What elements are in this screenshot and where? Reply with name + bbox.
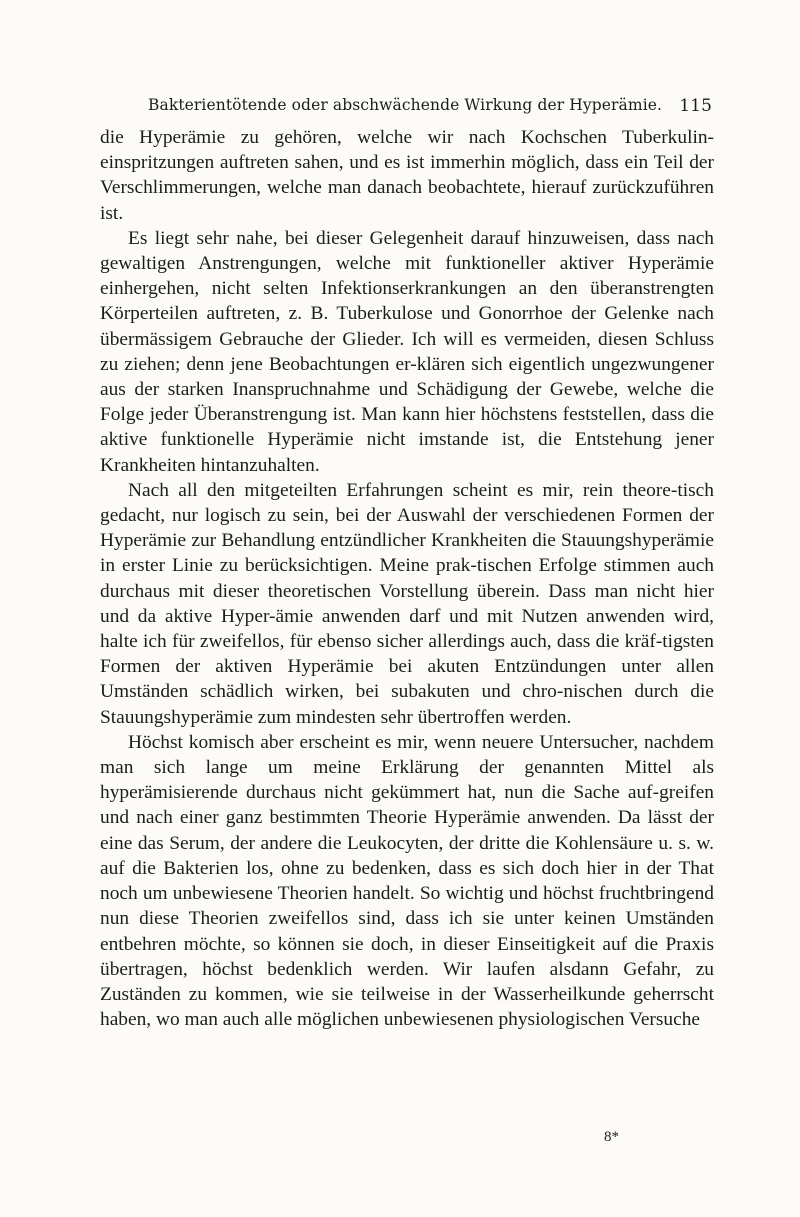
running-head xyxy=(148,96,712,114)
page-number: 115 xyxy=(679,96,712,116)
signature-mark: 8* xyxy=(604,1129,619,1145)
paragraph-1: die Hyperämie zu gehören, welche wir nach Kochschen Tuberkulin-einspritzungen auftreten sahen, und es ist immerhin möglich, dass ein Teil der Verschlimmerungen, welche man danach beobachtete, hierauf zurückzuführen ist. xyxy=(100,127,714,224)
running-title: Bakterientötende oder abschwächende Wirkung der Hyperämie. xyxy=(148,96,663,114)
body-text xyxy=(100,125,714,1032)
paragraph-2: Es liegt sehr nahe, bei dieser Gelegenheit darauf hinzuweisen, dass nach gewaltigen Anstrengungen, welche mit funktioneller aktiver Hyperämie einhergehen, nicht selten Infektionserkrankungen an den überanstrengten Körperteilen auftreten, z. B. Tuberkulose und Gonorrhoe der Gelenke nach übermässigem Gebrauche der Glieder. Ich will es vermeiden, diesen Schluss zu ziehen; denn jene Beobachtungen er-klären sich eigentlich ungezwungener aus der starken Inanspruchnahme und Schädigung der Gewebe, welche die Folge jeder Überanstrengung ist. Man kann hier höchstens feststellen, dass die aktive funktionelle Hyperämie nicht imstande ist, die Entstehung jener Krankheiten hintanzuhalten. xyxy=(100,227,714,476)
paragraph-4: Höchst komisch aber erscheint es mir, wenn neuere Untersucher, nachdem man sich lange um meine Erklärung der genannten Mittel als hyperämisierende durchaus nicht gekümmert hat, nun die Sache auf-greifen und nach einer ganz bestimmten Theorie Hyperämie anwenden. Da lässt der eine das Serum, der andere die Leukocyten, der dritte die Kohlensäure u. s. w. auf die Bakterien los, ohne zu bedenken, dass es sich doch hier in der That noch um unbewiesene Theorien handelt. So wichtig und höchst fruchtbringend nun diese Theorien zweifellos sind, dass ich sie unter keinen Umständen entbehren möchte, so können sie doch, in dieser Einseitigkeit auf die Praxis übertragen, höchst bedenklich werden. Wir laufen alsdann Gefahr, zu Zuständen zu kommen, wie sie teilweise in der Wasserheilkunde geherrscht haben, wo man auch alle möglichen unbewiesenen physiologischen Versuche xyxy=(100,731,714,1031)
paragraph-3: Nach all den mitgeteilten Erfahrungen scheint es mir, rein theore-tisch gedacht, nur logisch zu sein, bei der Auswahl der verschiedenen Formen der Hyperämie zur Behandlung entzündlicher Krankheiten die Stauungshyperämie in erster Linie zu berücksichtigen. Meine prak-tischen Erfolge stimmen auch durchaus mit dieser theoretischen Vorstellung überein. Dass man nicht hier und da aktive Hyper-ämie anwenden darf und mit Nutzen anwenden wird, halte ich für zweifellos, für ebenso sicher allerdings auch, dass die kräf-tigsten Formen der aktiven Hyperämie bei akuten Entzündungen unter allen Umständen schädlich wirken, bei subakuten und chro-nischen durch die Stauungshyperämie zum mindesten sehr übertroffen werden. xyxy=(100,479,714,728)
